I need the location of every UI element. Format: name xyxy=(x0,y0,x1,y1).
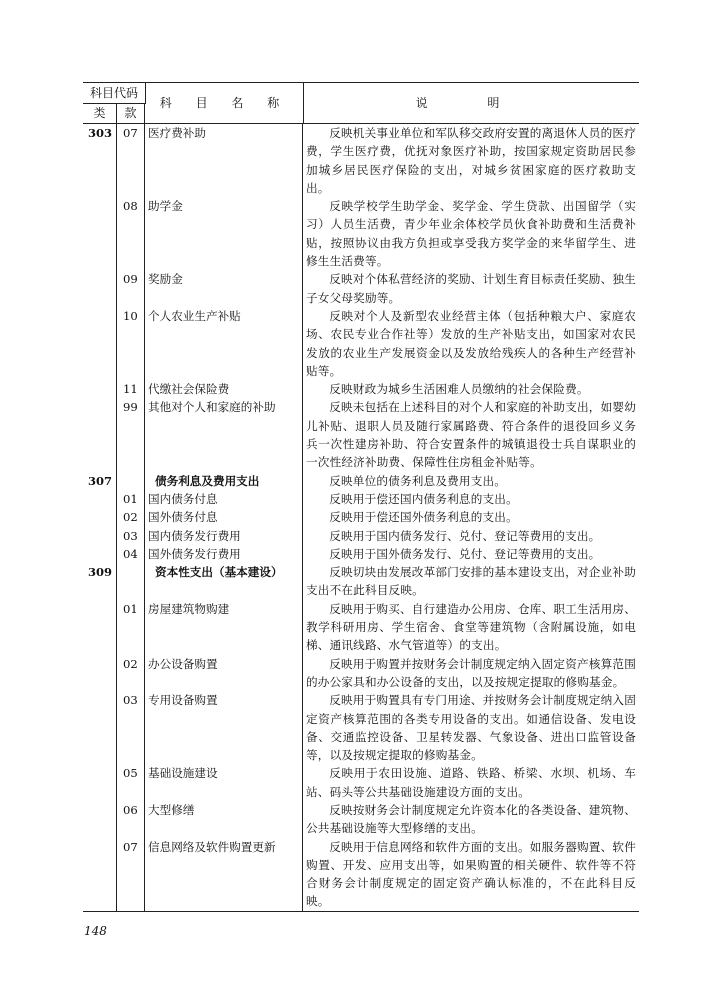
section-code: 01 xyxy=(117,490,145,508)
section-code: 05 xyxy=(117,764,145,801)
budget-subject-table xyxy=(83,82,639,912)
category-code xyxy=(83,270,117,307)
table-row xyxy=(83,838,639,911)
table-row xyxy=(83,380,639,398)
subject-name: 国内债务付息 xyxy=(145,490,303,508)
subject-name: 其他对个人和家庭的补助 xyxy=(145,398,303,471)
subject-name: 大型修缮 xyxy=(145,801,303,838)
description-header: 说 明 xyxy=(415,96,528,110)
table-header xyxy=(83,83,639,124)
subject-name: 信息网络及软件购置更新 xyxy=(145,838,303,911)
section-code xyxy=(117,563,145,600)
subject-name-header: 科 目 名 称 xyxy=(146,83,304,123)
section-code: 01 xyxy=(117,600,145,655)
table-row xyxy=(83,655,639,692)
table-row xyxy=(83,508,639,526)
subject-name: 代缴社会保险费 xyxy=(145,380,303,398)
section-code: 03 xyxy=(117,527,145,545)
table-row xyxy=(83,764,639,801)
table-row xyxy=(83,801,639,838)
subject-name: 专用设备购置 xyxy=(145,691,303,764)
section-code: 10 xyxy=(117,307,145,380)
category-code xyxy=(83,545,117,563)
subject-description: 反映对个人及新型农业经营主体（包括种粮大户、家庭农场、农民专业合作社等）发放的生产补贴支出，如国家对农民发放的农业生产发展资金以及发放给残疾人的各种生产经营补贴等。 xyxy=(306,308,636,378)
subject-description: 反映按财务会计制度规定允许资本化的各类设备、建筑物、公共基础设施等大型修缮的支出。 xyxy=(306,802,636,836)
category-code xyxy=(83,307,117,380)
subject-name: 办公设备购置 xyxy=(145,655,303,692)
section-code: 02 xyxy=(117,655,145,692)
section-code: 09 xyxy=(117,270,145,307)
table-row xyxy=(83,527,639,545)
page-number: 148 xyxy=(84,924,107,938)
category-code xyxy=(83,508,117,526)
table-row xyxy=(83,472,639,490)
category-code xyxy=(83,764,117,801)
category-code xyxy=(83,380,117,398)
table-row xyxy=(83,398,639,471)
subject-name: 个人农业生产补贴 xyxy=(145,307,303,380)
table-row xyxy=(83,600,639,655)
subject-description: 反映用于国外债务发行、兑付、登记等费用的支出。 xyxy=(329,546,601,561)
section-code: 02 xyxy=(117,508,145,526)
subject-description: 反映对个体私营经济的奖励、计划生育目标责任奖励、独生子女父母奖励等。 xyxy=(306,272,636,305)
section-code: 11 xyxy=(117,380,145,398)
table-row xyxy=(83,197,639,270)
subject-name: 医疗费补助 xyxy=(145,124,303,197)
subject-name: 国外债务发行费用 xyxy=(145,545,303,563)
table-row xyxy=(83,545,639,563)
subject-name: 基础设施建设 xyxy=(145,764,303,801)
table-row xyxy=(83,124,639,197)
subject-description: 反映用于偿还国内债务利息的支出。 xyxy=(329,491,518,506)
category-code xyxy=(83,600,117,655)
section-code: 99 xyxy=(117,398,145,471)
table-row xyxy=(83,563,639,600)
table-row xyxy=(83,270,639,307)
subject-description: 反映用于信息网络和软件方面的支出。如服务器购置、软件购置、开发、应用支出等，如果购置的相关硬件、软件等不符合财务会计制度规定的固定资产确认标准的，不在此科目反映。 xyxy=(306,839,636,909)
section-code: 04 xyxy=(117,545,145,563)
section-code: 07 xyxy=(117,838,145,911)
table-body xyxy=(83,124,639,911)
section-code xyxy=(117,472,145,490)
subject-description: 反映用于购买、自行建造办公用房、仓库、职工生活用房、教学科研用房、学生宿舍、食堂等建筑物（含附属设施，如电梯、通讯线路、水气管道等）的支出。 xyxy=(306,601,636,653)
subject-description: 反映学校学生助学金、奖学金、学生贷款、出国留学（实习）人员生活费，青少年业余体校学员伙食补助费和生活费补贴，按照协议由我方负担或享受我方奖学金的来华留学生、进修生生活费等。 xyxy=(306,199,636,269)
category-code xyxy=(83,527,117,545)
category-code xyxy=(83,691,117,764)
category-code xyxy=(83,490,117,508)
category-code xyxy=(83,838,117,911)
subject-description: 反映未包括在上述科目的对个人和家庭的补助支出，如婴幼儿补贴、退职人员及随行家属路费、符合条件的退役回乡义务兵一次性建房补助、符合安置条件的城镇退役士兵自谋职业的一次性经济补助费、保障性住房租金补贴等。 xyxy=(306,400,636,470)
subject-description: 反映机关事业单位和军队移交政府安置的离退休人员的医疗费，学生医疗费，优抚对象医疗补助，按国家规定资助居民参加城乡居民医疗保险的支出，对城乡贫困家庭的医疗救助支出。 xyxy=(306,126,636,195)
subject-name: 助学金 xyxy=(145,197,303,270)
category-code xyxy=(83,655,117,692)
category-code xyxy=(83,398,117,471)
subject-name: 债务利息及费用支出 xyxy=(145,472,303,490)
table-row xyxy=(83,691,639,764)
subject-name: 国内债务发行费用 xyxy=(145,527,303,545)
subject-description: 反映用于偿还国外债务利息的支出。 xyxy=(329,510,518,525)
subject-description: 反映切块由发展改革部门安排的基本建设支出，对企业补助支出不在此科目反映。 xyxy=(306,565,636,598)
subject-name: 国外债务付息 xyxy=(145,508,303,526)
category-code: 307 xyxy=(83,472,117,490)
category-code: 303 xyxy=(83,124,117,197)
section-code: 03 xyxy=(117,691,145,764)
subject-name: 奖励金 xyxy=(145,270,303,307)
subject-description: 反映财政为城乡生活困难人员缴纳的社会保险费。 xyxy=(329,382,589,397)
section-code: 06 xyxy=(117,801,145,838)
subject-description: 反映用于购置具有专门用途、并按财务会计制度规定纳入固定资产核算范围的各类专用设备的支出。如通信设备、发电设备、交通监控设备、卫星转发器、气象设备、进出口监管设备等，以及按规定提取的修购基金。 xyxy=(306,693,636,763)
section-code: 08 xyxy=(117,197,145,270)
section-code: 07 xyxy=(117,124,145,197)
category-code xyxy=(83,801,117,838)
subject-name: 房屋建筑物购建 xyxy=(145,600,303,655)
category-header: 类 xyxy=(83,103,117,123)
subject-code-header: 科目代码 xyxy=(83,83,146,104)
subject-description: 反映用于国内债务发行、兑付、登记等费用的支出。 xyxy=(329,528,601,543)
table-row xyxy=(83,490,639,508)
category-code xyxy=(83,197,117,270)
subject-description: 反映用于农田设施、道路、铁路、桥梁、水坝、机场、车站、码头等公共基础设施建设方面的支出。 xyxy=(306,766,636,799)
table-row xyxy=(83,307,639,380)
subject-name: 资本性支出（基本建设） xyxy=(145,563,303,600)
category-code: 309 xyxy=(83,563,117,600)
subject-description: 反映单位的债务利息及费用支出。 xyxy=(329,473,507,488)
subject-description: 反映用于购置并按财务会计制度规定纳入固定资产核算范围的办公家具和办公设备的支出，以及按规定提取的修购基金。 xyxy=(306,656,636,689)
section-header: 款 xyxy=(117,103,145,123)
